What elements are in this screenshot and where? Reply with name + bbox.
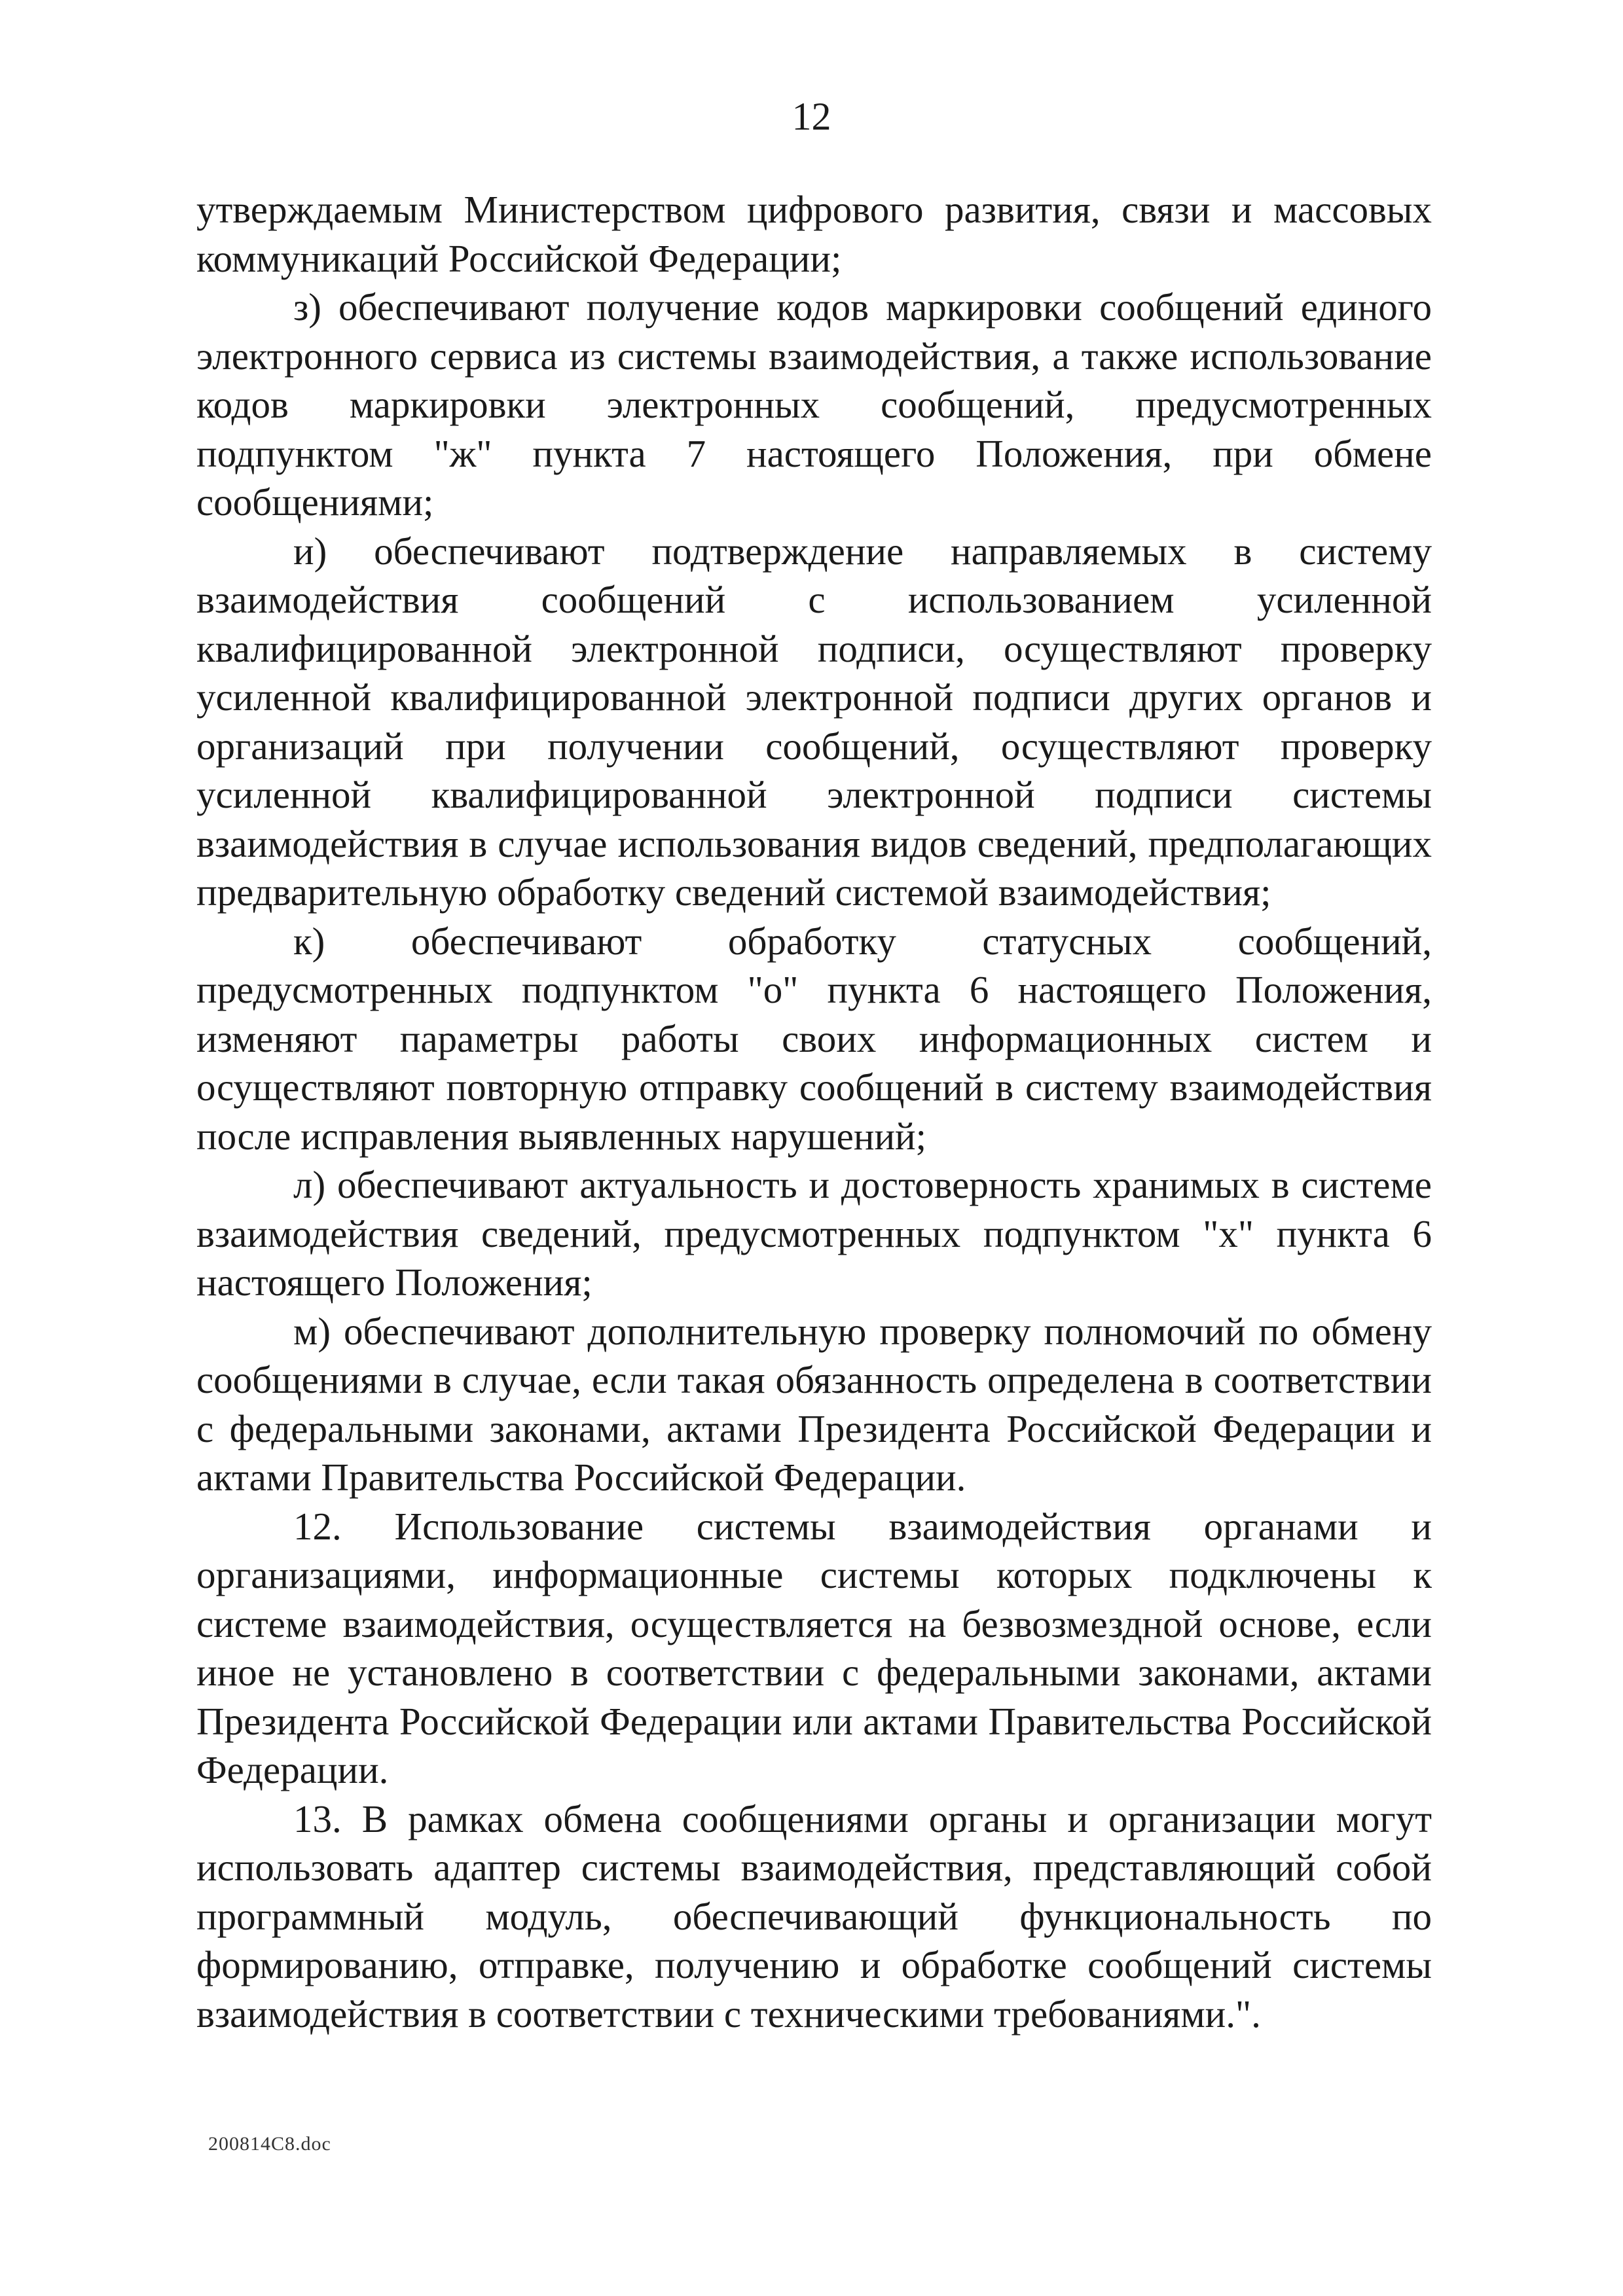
paragraph-subitem-i: и) обеспечивают подтверждение направляемых в систему взаимодействия сообщений с использованием усиленной квалифицированной электронной подписи, осуществляют проверку усиленной квалифицированной электронной подписи других органов и организаций при получении сообщений, осуществляют проверку усиленной квалифицированной электронной подписи системы взаимодействия в случае использования видов сведений, предполагающих предварительную обработку сведений системой взаимодействия;	[196, 529, 1432, 914]
paragraph-item-13: 13. В рамках обмена сообщениями органы и организации могут использовать адаптер системы взаимодействия, представляющий собой программный модуль, обеспечивающий функциональность по формированию, отправке, получению и обработке сообщений системы взаимодействия в соответствии с техническими требованиями.".	[196, 1797, 1432, 2036]
document-body	[196, 185, 1432, 2038]
paragraph-item-12: 12. Использование системы взаимодействия органами и организациями, информационные системы которых подключены к системе взаимодействия, осуществляется на безвозмездной основе, если иное не установлено в соответствии с федеральными законами, актами Президента Российской Федерации или актами Правительства Российской Федерации.	[196, 1504, 1432, 1791]
paragraph-subitem-z: з) обеспечивают получение кодов маркировки сообщений единого электронного сервиса из системы взаимодействия, а также использование кодов маркировки электронных сообщений, предусмотренных подпунктом "ж" пункта 7 настоящего Положения, при обмене сообщениями;	[196, 285, 1432, 524]
paragraph-subitem-m: м) обеспечивают дополнительную проверку полномочий по обмену сообщениями в случае, если такая обязанность определена в соответствии с федеральными законами, актами Президента Российской Федерации и актами Правительства Российской Федерации.	[196, 1309, 1432, 1499]
paragraph-continuation: утверждаемым Министерством цифрового развития, связи и массовых коммуникаций Российской Федерации;	[196, 188, 1432, 280]
paragraph-subitem-k: к) обеспечивают обработку статусных сообщений, предусмотренных подпунктом "о" пункта 6 настоящего Положения, изменяют параметры работы своих информационных систем и осуществляют повторную отправку сообщений в систему взаимодействия после исправления выявленных нарушений;	[196, 919, 1432, 1158]
paragraph-subitem-l: л) обеспечивают актуальность и достоверность хранимых в системе взаимодействия сведений, предусмотренных подпунктом "х" пункта 6 настоящего Положения;	[196, 1163, 1432, 1304]
footer-file-code: 200814C8.doc	[208, 2133, 331, 2155]
page-number: 12	[792, 95, 831, 138]
